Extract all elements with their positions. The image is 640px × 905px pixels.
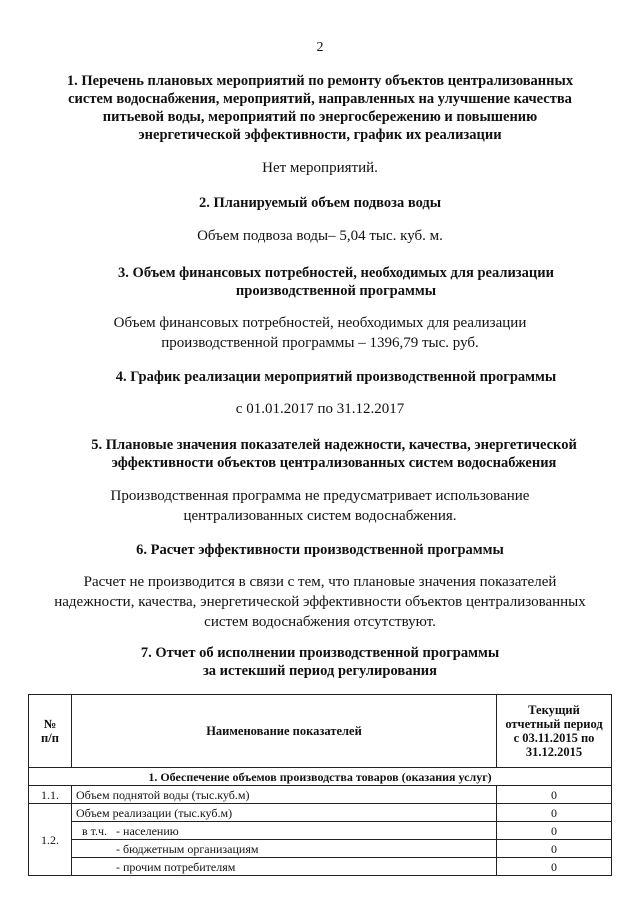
- table-section-row: [29, 768, 612, 786]
- table-row: [29, 822, 612, 840]
- section-3-text-line: Объем финансовых потребностей, необходимых для реализации: [113, 315, 527, 331]
- header-num: [29, 695, 72, 768]
- section-2-title: 2. Планируемый объем подвоза воды: [198, 195, 442, 211]
- section-5-title-line: эффективности объектов централизованных систем водоснабжения: [111, 455, 557, 471]
- section-1-title-line: систем водоснабжения, мероприятий, направленных на улучшение качества: [68, 91, 572, 107]
- header-current-period: [497, 695, 612, 768]
- table-header-row: [29, 695, 612, 768]
- header-num-line: №: [43, 717, 57, 731]
- section-5-text: [0, 486, 640, 526]
- section-1-title-line: питьевой воды, мероприятий по энергосбережению и повышению: [102, 109, 538, 125]
- header-current-line: Текущий: [528, 703, 580, 717]
- section-1-title-line: энергетической эффективности, график их реализации: [138, 127, 502, 143]
- row-name: - прочим потребителям: [72, 858, 497, 876]
- table-row: [29, 804, 612, 822]
- header-num-line: п/п: [41, 731, 59, 745]
- section-3-text-line: производственной программы – 1396,79 тыс. руб.: [161, 335, 479, 351]
- section-6-text-line: надежности, качества, энергетической эффективности объектов централизованных: [54, 594, 586, 610]
- row-num: 1.2.: [29, 804, 72, 876]
- section-1-title: [0, 72, 640, 144]
- row-num: 1.1.: [29, 786, 72, 804]
- header-current-line: с 03.11.2015 по: [513, 731, 595, 745]
- section-4-title: 4. График реализации мероприятий производственной программы: [115, 369, 557, 385]
- table-section-title: 1. Обеспечение объемов производства товаров (оказания услуг): [29, 768, 612, 786]
- section-6-text-line: систем водоснабжения отсутствуют.: [204, 614, 436, 630]
- row-name: - бюджетным организациям: [72, 840, 497, 858]
- report-table: [28, 694, 612, 876]
- section-4-text: с 01.01.2017 по 31.12.2017: [235, 401, 405, 417]
- row-name: Объем поднятой воды (тыс.куб.м): [72, 786, 497, 804]
- row-value: 0: [497, 858, 612, 876]
- row-vt-label: в т.ч.: [82, 823, 108, 838]
- row-value: 0: [497, 840, 612, 858]
- section-1-title-line: 1. Перечень плановых мероприятий по ремонту объектов централизованных: [66, 73, 574, 89]
- table-row: [29, 786, 612, 804]
- page-number: 2: [316, 40, 324, 55]
- row-value: 0: [497, 822, 612, 840]
- header-current-line: отчетный период: [505, 717, 603, 731]
- section-1-text: Нет мероприятий.: [262, 160, 378, 176]
- section-7-title: [0, 644, 640, 680]
- section-3-title-line: 3. Объем финансовых потребностей, необходимых для реализации: [118, 265, 554, 281]
- section-3-text: [0, 313, 640, 353]
- header-current-line: 31.12.2015: [525, 745, 583, 759]
- section-3-title-line: производственной программы: [235, 283, 437, 299]
- section-2-text: Объем подвоза воды– 5,04 тыс. куб. м.: [197, 228, 443, 244]
- section-6-title: 6. Расчет эффективности производственной программы: [136, 542, 504, 558]
- header-name: Наименование показателей: [72, 695, 497, 768]
- section-6-text-line: Расчет не производится в связи с тем, что плановые значения показателей: [83, 574, 557, 590]
- row-name: Объем реализации (тыс.куб.м): [72, 804, 497, 822]
- section-5-title: [14, 436, 640, 472]
- section-6-text: [0, 572, 640, 632]
- row-value: 0: [497, 786, 612, 804]
- section-5-text-line: Производственная программа не предусматривает использование: [110, 488, 530, 504]
- table-row: [29, 858, 612, 876]
- row-sub-name: - населению: [116, 823, 179, 838]
- table-row: [29, 840, 612, 858]
- section-3-title: [16, 264, 640, 300]
- section-7-title-line: 7. Отчет об исполнении производственной программы: [140, 645, 500, 661]
- row-value: 0: [497, 804, 612, 822]
- section-5-title-line: 5. Плановые значения показателей надежности, качества, энергетической: [91, 437, 577, 453]
- row-name: [72, 822, 497, 840]
- section-7-title-line: за истекший период регулирования: [202, 663, 438, 679]
- section-5-text-line: централизованных систем водоснабжения.: [183, 508, 457, 524]
